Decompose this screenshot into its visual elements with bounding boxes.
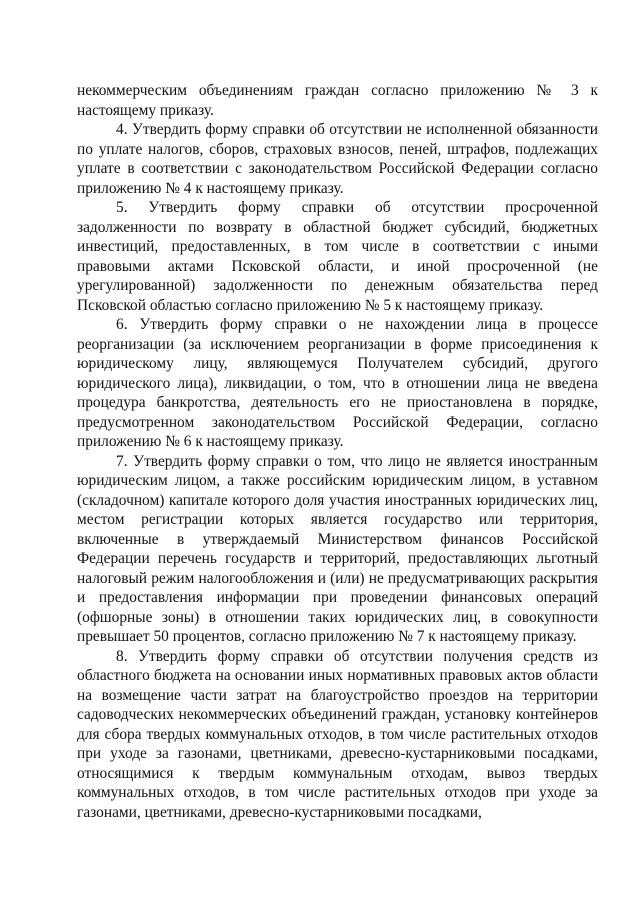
- paragraph: некоммерческим объединениям граждан согласно приложению № 3 к настоящему приказу.: [77, 82, 598, 119]
- paragraph: 7. Утвердить форму справки о том, что лицо не является иностранным юридическим лицом, а также российским юридическим лицом, в уставном (складочном) капитале которого доля участия иностранных юридических лиц, местом регистрации которых является государство или территория, включенные в утверждаемый Министерством финансов Российской Федерации перечень государств и территорий, предоставляющих льготный налоговый режим налогообложения и (или) не предусматривающих раскрытия и предоставления информации при проведении финансовых операций (офшорные зоны) в отношении таких юридических лиц, в совокупности превышает 50 процентов, согласно приложению № 7 к настоящему приказу.: [77, 452, 598, 645]
- paragraph: 8. Утвердить форму справки об отсутствии получения средств из областного бюджета на основании иных нормативных правовых актов области на возмещение части затрат на благоустройство проездов на территории садоводческих некоммерческих объединений граждан, установку контейнеров для сбора твердых коммунальных отходов, в том числе растительных отходов при уходе за газонами, цветниками, древесно-кустарниковыми посадками, относящимися к твердым коммунальным отходам, вывоз твердых коммунальных отходов, в том числе растительных отходов при уходе за газонами, цветниками, древесно-кустарниковыми посадками,: [77, 647, 598, 821]
- paragraph: 5. Утвердить форму справки об отсутствии просроченной задолженности по возврату в областной бюджет субсидий, бюджетных инвестиций, предоставленных, в том числе в соответствии с иными правовыми актами Псковской области, и иной просроченной (не урегулированной) задолженности по денежным обязательства перед Псковской областью согласно приложению № 5 к настоящему приказу.: [77, 199, 598, 314]
- paragraph: 4. Утвердить форму справки об отсутствии не исполненной обязанности по уплате налогов, сборов, страховых взносов, пеней, штрафов, подлежащих уплате в соответствии с законодательством Российской Федерации согласно приложению № 4 к настоящему приказу.: [77, 121, 598, 197]
- paragraph: 6. Утвердить форму справки о не нахождении лица в процессе реорганизации (за исключением реорганизации в форме присоединения к юридическому лицу, являющемуся Получателем субсидий, другого юридического лица), ликвидации, о том, что в отношении лица не введена процедура банкротства, деятельность его не приостановлена в порядке, предусмотренном законодательством Российской Федерации, согласно приложению № 6 к настоящему приказу.: [77, 316, 598, 450]
- document-body: [77, 81, 598, 822]
